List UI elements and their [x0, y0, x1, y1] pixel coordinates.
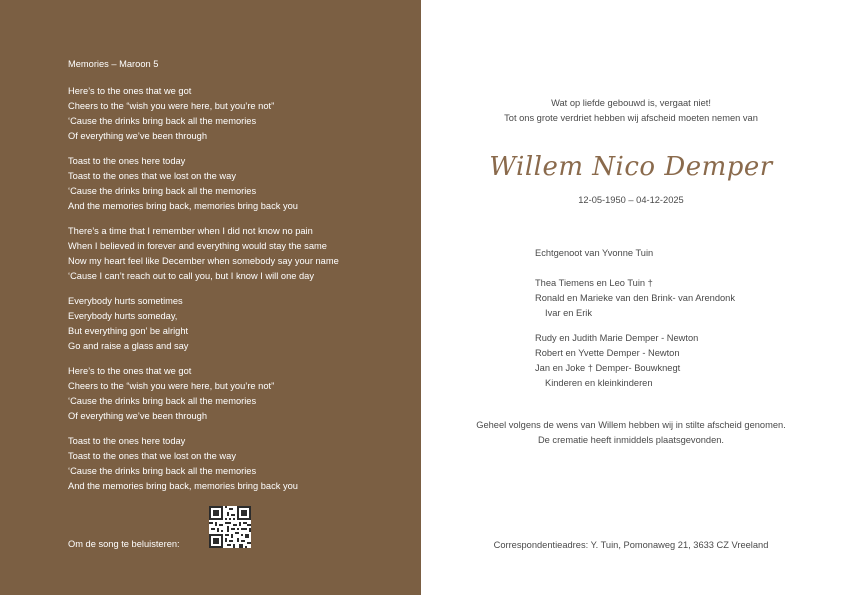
lyric-line: But everything gon’ be alright: [68, 326, 189, 336]
lyric-line: Cheers to the “wish you were here, but you’re not”: [68, 381, 275, 391]
lyric-line: Of everything we’ve been through: [68, 131, 208, 141]
lyric-line: Toast to the ones that we lost on the way: [68, 171, 236, 181]
lyric-line: ‘Cause the drinks bring back all the memories: [68, 186, 257, 196]
lyric-line: And the memories bring back, memories bring back you: [68, 481, 298, 491]
intro-line: Tot ons grote verdriet hebben wij afscheid moeten nemen van: [504, 113, 758, 123]
lyric-line: When I believed in forever and everything would stay the same: [68, 241, 327, 251]
lyric-line: Go and raise a glass and say: [68, 341, 189, 351]
family-line: Rudy en Judith Marie Demper - Newton: [535, 333, 699, 343]
lyric-line: There’s a time that I remember when I did not know no pain: [68, 226, 313, 236]
family-list: [535, 246, 735, 401]
lyrics-stanza: [68, 224, 398, 284]
family-children: Ivar en Erik: [545, 308, 593, 318]
family-line: Robert en Yvette Demper - Newton: [535, 348, 680, 358]
lyric-line: Here’s to the ones that we got: [68, 86, 192, 96]
song-title: Memories – Maroon 5: [68, 59, 159, 69]
lyrics-stanza: [68, 434, 398, 494]
family-line: Jan en Joke † Demper- Bouwknegt: [535, 363, 681, 373]
lyrics: [68, 84, 398, 504]
lyric-line: Of everything we’ve been through: [68, 411, 208, 421]
correspondence-address: Correspondentieadres: Y. Tuin, Pomonaweg 21, 3633 CZ Vreeland: [493, 540, 769, 550]
lyrics-stanza: [68, 154, 398, 214]
lyric-line: Cheers to the “wish you were here, but you’re not”: [68, 101, 275, 111]
lyric-line: Toast to the ones that we lost on the way: [68, 451, 236, 461]
lyric-line: Toast to the ones here today: [68, 436, 186, 446]
family-line: Thea Tiemens en Leo Tuin †: [535, 278, 653, 288]
lyric-line: ‘Cause the drinks bring back all the memories: [68, 396, 257, 406]
lyrics-stanza: [68, 364, 398, 424]
lyrics-stanza: [68, 294, 398, 354]
listen-label: Om de song te beluisteren:: [68, 539, 180, 549]
family-line: Ronald en Marieke van den Brink- van Arendonk: [535, 293, 736, 303]
spouse-group: [535, 246, 735, 261]
lyric-line: And the memories bring back, memories bring back you: [68, 201, 298, 211]
family-group: [535, 331, 735, 391]
lyric-line: Now my heart feel like December when somebody say your name: [68, 256, 339, 266]
lyric-line: Toast to the ones here today: [68, 156, 186, 166]
announcement-panel: [421, 0, 841, 595]
intro-line: Wat op liefde gebouwd is, vergaat niet!: [551, 98, 711, 108]
lyric-line: ‘Cause I can’t reach out to call you, but I know I will one day: [68, 271, 314, 281]
lyric-line: Everybody hurts sometimes: [68, 296, 183, 306]
qr-code-icon[interactable]: [209, 506, 251, 548]
life-dates: 12-05-1950 – 04-12-2025: [578, 195, 684, 205]
spouse-line: Echtgenoot van Yvonne Tuin: [535, 248, 654, 258]
closing-line: De crematie heeft inmiddels plaatsgevonden.: [537, 435, 725, 445]
lyric-line: Everybody hurts someday,: [68, 311, 178, 321]
closing-line: Geheel volgens de wens van Willem hebben wij in stilte afscheid genomen.: [476, 420, 786, 430]
lyrics-stanza: [68, 84, 398, 144]
lyric-line: Here’s to the ones that we got: [68, 366, 192, 376]
family-group: [535, 276, 735, 321]
lyric-line: ‘Cause the drinks bring back all the memories: [68, 466, 257, 476]
family-children: Kinderen en kleinkinderen: [545, 378, 653, 388]
deceased-name: Willem Nico Demper: [489, 152, 773, 182]
lyric-line: ‘Cause the drinks bring back all the memories: [68, 116, 257, 126]
